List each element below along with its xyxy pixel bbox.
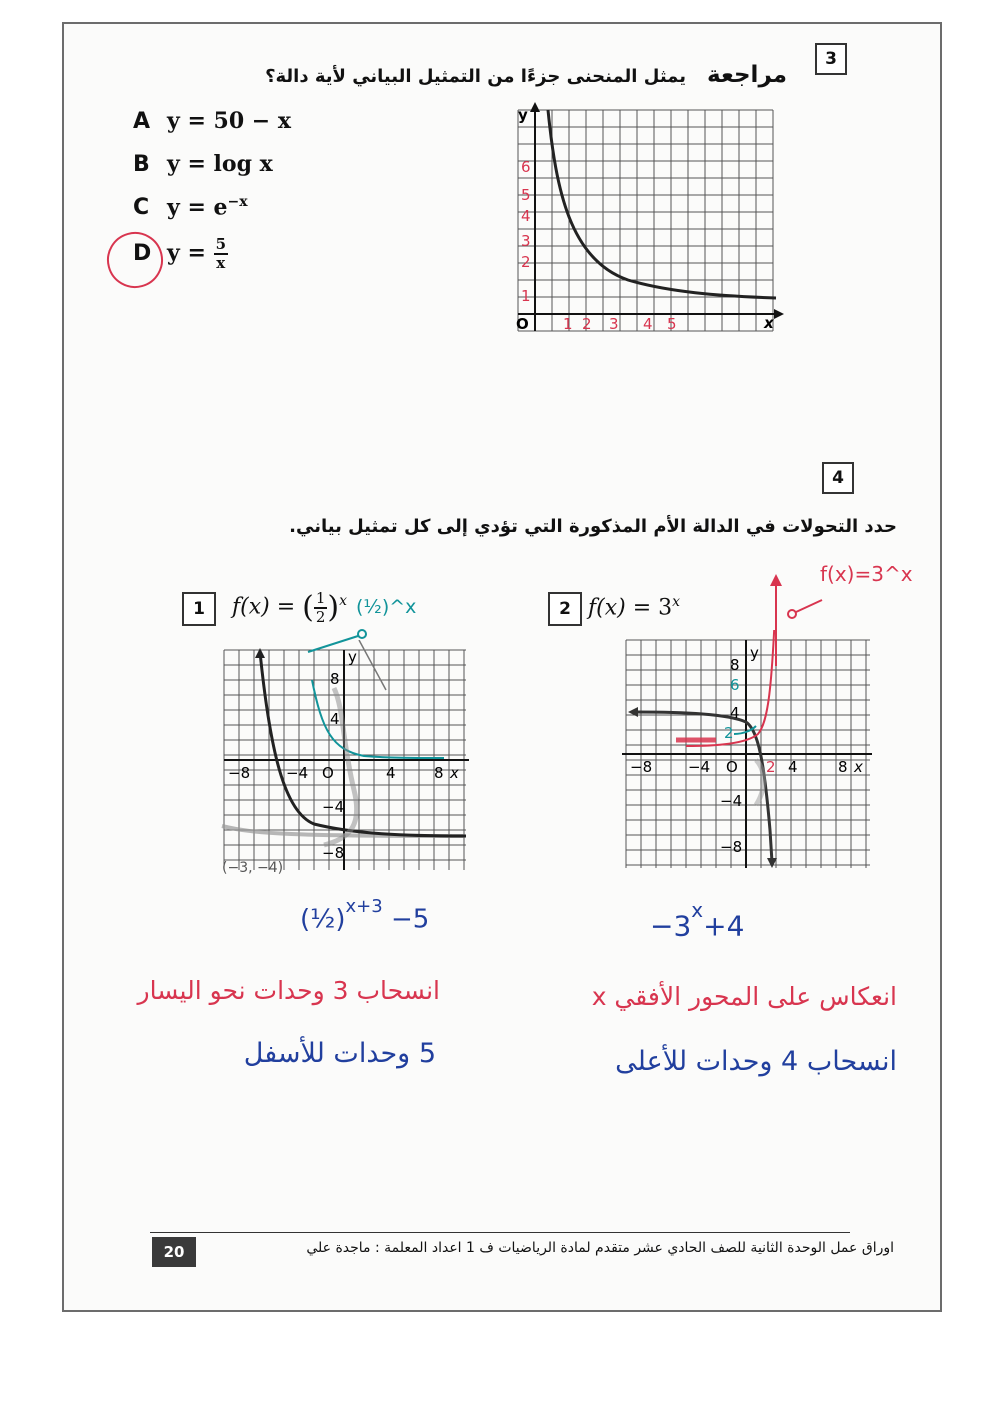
option-c[interactable] (133, 194, 248, 220)
part-2-note-2: انسحاب 4 وحدات للأعلى (615, 1046, 897, 1077)
option-a-expr: y = 50 − x (167, 108, 292, 134)
option-c-expr-base: y = e (167, 194, 228, 221)
part-2-x-tick: −4 (688, 758, 711, 776)
q3-origin-label: O (516, 315, 529, 333)
part-1-parent-pointer (300, 620, 380, 660)
q3-x-tick: 2 (582, 315, 592, 333)
q3-y-ticks (521, 158, 531, 305)
q3-x-tick: 4 (643, 315, 653, 333)
part-1-answer (300, 896, 430, 935)
part-1-x-ticks (228, 764, 444, 782)
footer-rule (150, 1232, 850, 1233)
part-1-answer-base: (½) (300, 904, 346, 935)
part-1-func-lhs: f(x) = (232, 594, 296, 620)
q3-x-arrow (774, 309, 784, 319)
question-4-number: 4 (822, 462, 854, 494)
q3-x-tick: 3 (609, 315, 619, 333)
q3-x-tick: 1 (563, 315, 573, 333)
part-1-answer-tail: −5 (390, 904, 430, 935)
q3-question-text: يمثل المنحنى جزءًا من التمثيل البياني لأية دالة؟ (265, 66, 686, 87)
part-2-x-tick: 4 (788, 758, 798, 776)
part-1-y-tick: 4 (330, 710, 340, 728)
part-2-x-tick: 8 (838, 758, 848, 776)
q3-y-tick: 5 (521, 186, 531, 204)
part-1-graph (214, 640, 474, 880)
part-2-y-tick: 4 (730, 704, 740, 722)
part-1-parent-label: (½)^x (356, 596, 417, 618)
page-number: 20 (152, 1237, 196, 1267)
part-2-answer (650, 898, 745, 943)
q3-y-tick: 3 (521, 232, 531, 250)
part-1-x-tick: −4 (286, 764, 309, 782)
q3-y-axis-label: y (518, 106, 528, 124)
option-d-lhs: y = (167, 240, 206, 266)
part-2-func-lhs: f(x) = (588, 595, 652, 621)
q3-x-axis-label: x (764, 314, 774, 332)
q3-curve (548, 110, 776, 298)
part-1-number: 1 (182, 592, 216, 626)
part-1-func-num: 1 (315, 588, 326, 607)
part-1-x-axis-label: x (450, 764, 459, 782)
part-2-function (588, 594, 680, 620)
part-2-pencil-shading (756, 760, 764, 805)
part-1-x-tick: 4 (386, 764, 396, 782)
q4-instruction: حدد التحولات في الدالة الأم المذكورة التي تؤدي إلى كل تمثيل بياني. (289, 516, 897, 537)
part-1-note-2: 5 وحدات للأسفل (243, 1038, 436, 1069)
option-a-letter: A (133, 109, 151, 134)
part-2-func-base: 3 (658, 595, 673, 621)
option-a[interactable] (133, 108, 291, 134)
option-b-letter: B (133, 152, 150, 177)
part-2-y-tick: −4 (720, 792, 743, 810)
part-1-y-tick: −4 (322, 798, 345, 816)
option-b-expr: y = log x (167, 151, 273, 177)
part-1-func-exp: x (339, 593, 348, 610)
q3-y-arrow (530, 102, 540, 112)
part-1-function: f(x) = ( $\frac{1}{2}$ )$^x$ (232, 588, 348, 626)
part-1-note-1: انسحاب 3 وحدات نحو اليسار (137, 976, 440, 1005)
q3-graph (508, 100, 788, 340)
part-2-y-tick: 6 (730, 676, 740, 694)
q3-y-tick: 6 (521, 158, 531, 176)
part-1-y-axis-label: y (348, 648, 357, 666)
option-d-num: 5 (215, 235, 226, 253)
part-2-transformed-curve (632, 712, 772, 862)
footer-text: اوراق عمل الوحدة الثانية للصف الحادي عشر متقدم لمادة الرياضيات ف 1 اعداد المعلمة : ماجدة علي (306, 1240, 894, 1256)
part-2-note-1: انعكاس على المحور الأفقي x (591, 982, 897, 1011)
option-d-fraction (214, 237, 228, 271)
part-1-y-tick: 8 (330, 670, 340, 688)
part-1-x-tick: 8 (434, 764, 444, 782)
part-1-func-den: 2 (315, 607, 326, 626)
part-2-x-tick: 2 (766, 758, 776, 776)
part-2-x-axis-label: x (854, 758, 863, 776)
part-2-origin-label: O (726, 758, 738, 776)
option-d-den: x (216, 254, 226, 272)
q3-review-title: مراجعة (707, 62, 787, 88)
part-2-answer-exp: x (691, 898, 704, 922)
part-1-x-tick: −8 (228, 764, 251, 782)
q3-y-tick: 4 (521, 207, 531, 225)
part-2-number: 2 (548, 592, 582, 626)
part-2-func-exp: x (672, 594, 681, 610)
part-2-x-ticks (630, 758, 848, 776)
option-c-expr-exp: −x (227, 194, 248, 210)
part-2-y-tick: 8 (730, 656, 740, 674)
q3-y-tick: 2 (521, 253, 531, 271)
part-2-parent-label: f(x)=3^x (820, 562, 913, 586)
part-2-answer-base: −3 (650, 909, 692, 943)
option-d-letter: D (133, 241, 152, 266)
option-b[interactable] (133, 151, 273, 177)
part-2-y-tick: 2 (724, 724, 734, 742)
part-2-y-axis-label: y (750, 644, 759, 662)
part-1-origin-label: O (322, 764, 334, 782)
part-2-answer-tail: +4 (703, 909, 745, 943)
question-3-number: 3 (815, 43, 847, 75)
q3-x-tick: 5 (667, 315, 677, 333)
part-1-point-label: (−3, −4) (222, 860, 284, 876)
q3-y-tick: 1 (521, 287, 531, 305)
part-2-y-tick: −8 (720, 838, 743, 856)
q3-grid (518, 110, 773, 331)
part-2-x-tick: −8 (630, 758, 653, 776)
option-c-letter: C (133, 195, 150, 221)
part-1-answer-exp: x+3 (345, 896, 383, 917)
part-1-y-tick: −8 (322, 844, 345, 862)
